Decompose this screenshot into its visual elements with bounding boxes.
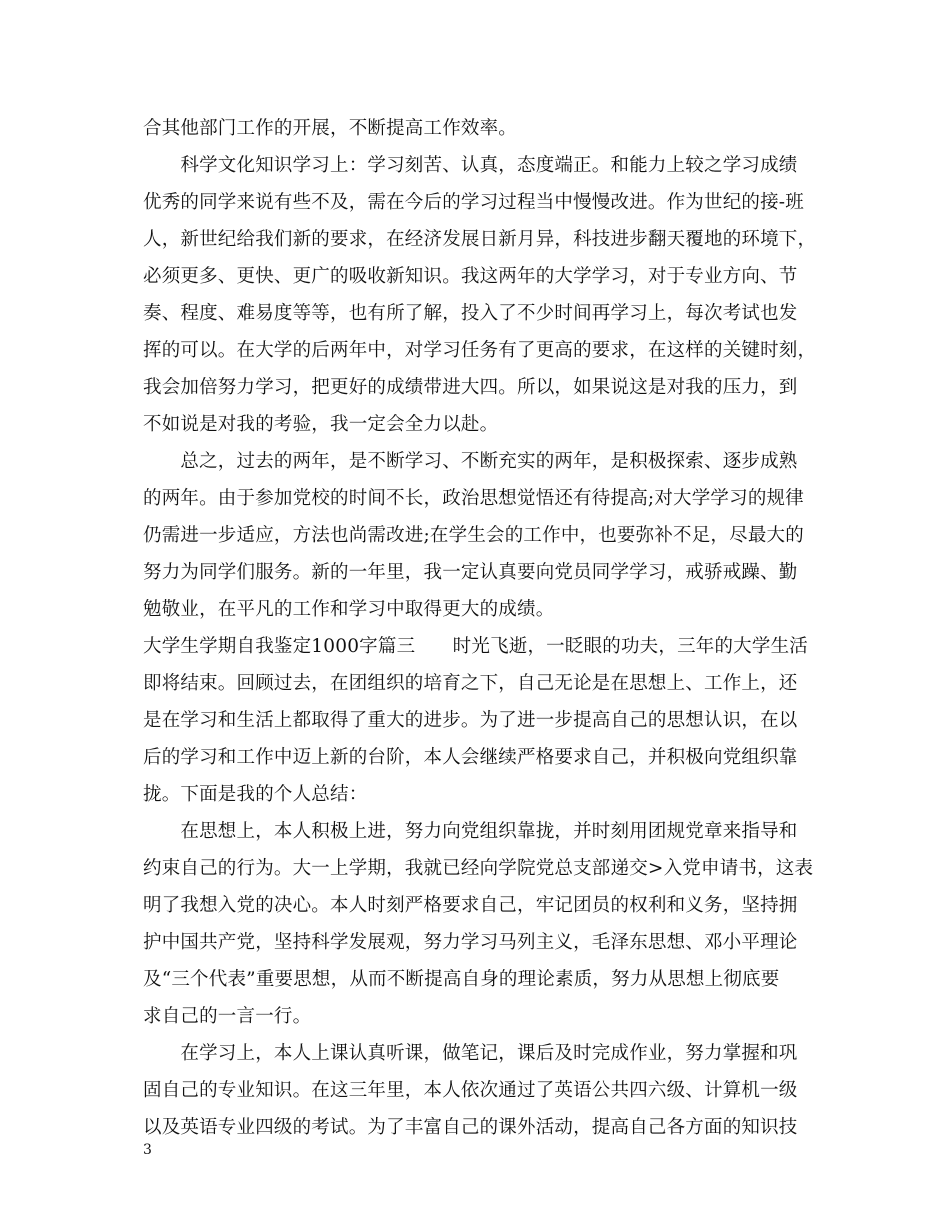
text-line: 即将结束。回顾过去，在团组织的培育之下，自己无论是在思想上、工作上，还 — [143, 673, 798, 694]
section-heading-line: 大学生学期自我鉴定1000字篇三 时光飞逝，一眨眼的功夫，三年的大学生活 — [143, 636, 808, 657]
text-line: 我会加倍努力学习，把更好的成绩带进大四。所以，如果说这是对我的压力，到 — [143, 377, 798, 398]
text-line: 必须更多、更快、更广的吸收新知识。我这两年的大学学习，对于专业方向、节 — [143, 266, 798, 287]
page-number: 3 — [143, 1142, 152, 1158]
text-line: 拢。下面是我的个人总结： — [143, 784, 368, 805]
text-line: 及“三个代表”重要思想，从而不断提高自身的理论素质，努力从思想上彻底要 — [143, 969, 780, 990]
text-line: 以及英语专业四级的考试。为了丰富自己的课外活动，提高自己各方面的知识技 — [143, 1117, 798, 1138]
text-line: 努力为同学们服务。新的一年里，我一定认真要向党员同学学习，戒骄戒躁、勤 — [143, 562, 798, 583]
text-line: 科学文化知识学习上：学习刻苦、认真，态度端正。和能力上较之学习成绩 — [143, 155, 798, 176]
text-line: 后的学习和工作中迈上新的台阶，本人会继续严格要求自己，并积极向党组织靠 — [143, 747, 798, 768]
text-line: 挥的可以。在大学的后两年中，对学习任务有了更高的要求，在这样的关键时刻， — [143, 340, 817, 361]
text-line: 总之，过去的两年，是不断学习、不断充实的两年，是积极探索、逐步成熟 — [143, 451, 798, 472]
text-line: 优秀的同学来说有些不及，需在今后的学习过程当中慢慢改进。作为世纪的接-班 — [143, 192, 804, 213]
text-line: 约束自己的行为。大一上学期，我就已经向学院党总支部递交>入党申请书，这表 — [143, 858, 814, 879]
text-line: 奏、程度、难易度等等，也有所了解，投入了不少时间再学习上，每次考试也发 — [143, 303, 798, 324]
text-line: 在思想上，本人积极上进，努力向党组织靠拢，并时刻用团规党章来指导和 — [143, 821, 798, 842]
text-line: 的两年。由于参加党校的时间不长，政治思想觉悟还有待提高;对大学学习的规律 — [143, 488, 804, 509]
text-line: 明了我想入党的决心。本人时刻严格要求自己，牢记团员的权利和义务，坚持拥 — [143, 895, 798, 916]
text-line: 人，新世纪给我们新的要求，在经济发展日新月异，科技进步翻天覆地的环境下， — [143, 229, 817, 250]
text-line: 在学习上，本人上课认真听课，做笔记，课后及时完成作业，努力掌握和巩 — [143, 1043, 798, 1064]
text-line: 固自己的专业知识。在这三年里，本人依次通过了英语公共四六级、计算机一级 — [143, 1080, 798, 1101]
text-line: 勉敬业，在平凡的工作和学习中取得更大的成绩。 — [143, 599, 555, 620]
text-line: 是在学习和生活上都取得了重大的进步。为了进一步提高自己的思想认识，在以 — [143, 710, 798, 731]
text-line: 合其他部门工作的开展，不断提高工作效率。 — [143, 118, 518, 139]
text-line: 不如说是对我的考验，我一定会全力以赴。 — [143, 414, 499, 435]
text-line: 求自己的一言一行。 — [143, 1006, 312, 1027]
text-line: 仍需进一步适应，方法也尚需改进;在学生会的工作中，也要弥补不足，尽最大的 — [143, 525, 804, 546]
text-line: 护中国共产党，坚持科学发展观，努力学习马列主义，毛泽东思想、邓小平理论 — [143, 932, 798, 953]
